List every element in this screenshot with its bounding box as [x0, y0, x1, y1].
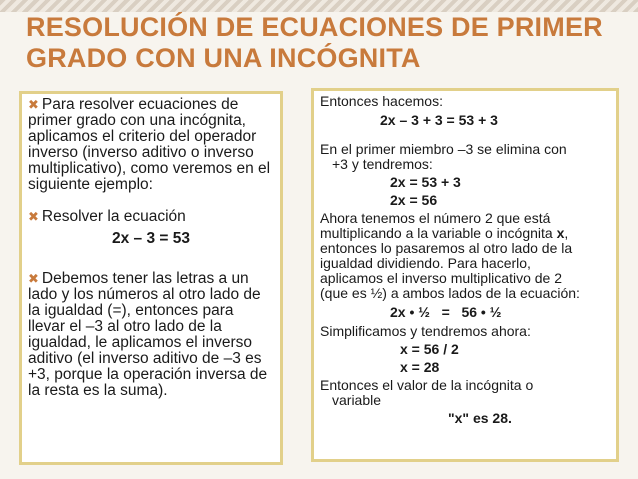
title-line-1: RESOLUCIÓN DE ECUACIONES DE PRIMER [26, 12, 603, 42]
line-igualdad: igualdad dividiendo. Para hacerlo, [320, 255, 531, 271]
title-line-2: GRADO CON UNA INCÓGNITA [26, 43, 421, 73]
equation-step-5: x = 56 / 2 [400, 341, 459, 357]
line-simplificamos: Simplificamos y tendremos ahora: [320, 323, 531, 339]
equation-step-1: 2x – 3 + 3 = 53 + 3 [380, 112, 498, 128]
paragraph-intro: ✖ Para resolver ecuaciones de primer grado con una incógnita, aplicamos el criterio del operador inverso (inverso aditivo o inverso multiplicativo), como veremos en el siguiente ejemplo: [28, 96, 271, 193]
equation-step-6: x = 28 [400, 359, 440, 375]
line-primer-miembro: En el primer miembro –3 se elimina con [320, 141, 567, 157]
paragraph-resolver: ✖ Resolver la ecuación [28, 208, 186, 225]
decorative-stripes [0, 0, 638, 12]
right-text-box [311, 88, 619, 462]
x-bullet-icon: ✖ [28, 271, 39, 286]
line-tendremos: +3 y tendremos: [332, 156, 433, 172]
line-que-es: (que es ½) a ambos lados de la ecuación: [320, 285, 580, 301]
line-aplicamos: aplicamos el inverso multiplicativo de 2 [320, 270, 562, 286]
equation-main: 2x – 3 = 53 [112, 230, 190, 247]
x-bullet-icon: ✖ [28, 209, 39, 224]
equation-result: "x" es 28. [448, 410, 512, 426]
equation-step-2: 2x = 53 + 3 [390, 174, 461, 190]
line-valor: Entonces el valor de la incógnita o [320, 377, 534, 393]
line-multiplicando: multiplicando a la variable o incógnita x, [320, 225, 569, 241]
line-entonces: Entonces hacemos: [320, 93, 443, 109]
equation-step-4: 2x • ½ = 56 • ½ [390, 304, 502, 320]
line-variable: variable [332, 392, 382, 408]
page-title [26, 12, 626, 74]
line-ahora: Ahora tenemos el número 2 que está [320, 210, 551, 226]
x-bullet-icon: ✖ [28, 97, 39, 112]
equation-step-3: 2x = 56 [390, 192, 438, 208]
left-text-box [19, 91, 283, 465]
paragraph-explanation: ✖ Debemos tener las letras a un lado y los números al otro lado de la igualdad (=), entonces para llevar el –3 al otro lado de la igualdad, le aplicamos el inverso aditivo (el inverso aditivo de –3 es +3, porque la operación inversa de la resta es la suma). [28, 270, 268, 399]
line-pasaremos: entonces lo pasaremos al otro lado de la [320, 240, 573, 256]
